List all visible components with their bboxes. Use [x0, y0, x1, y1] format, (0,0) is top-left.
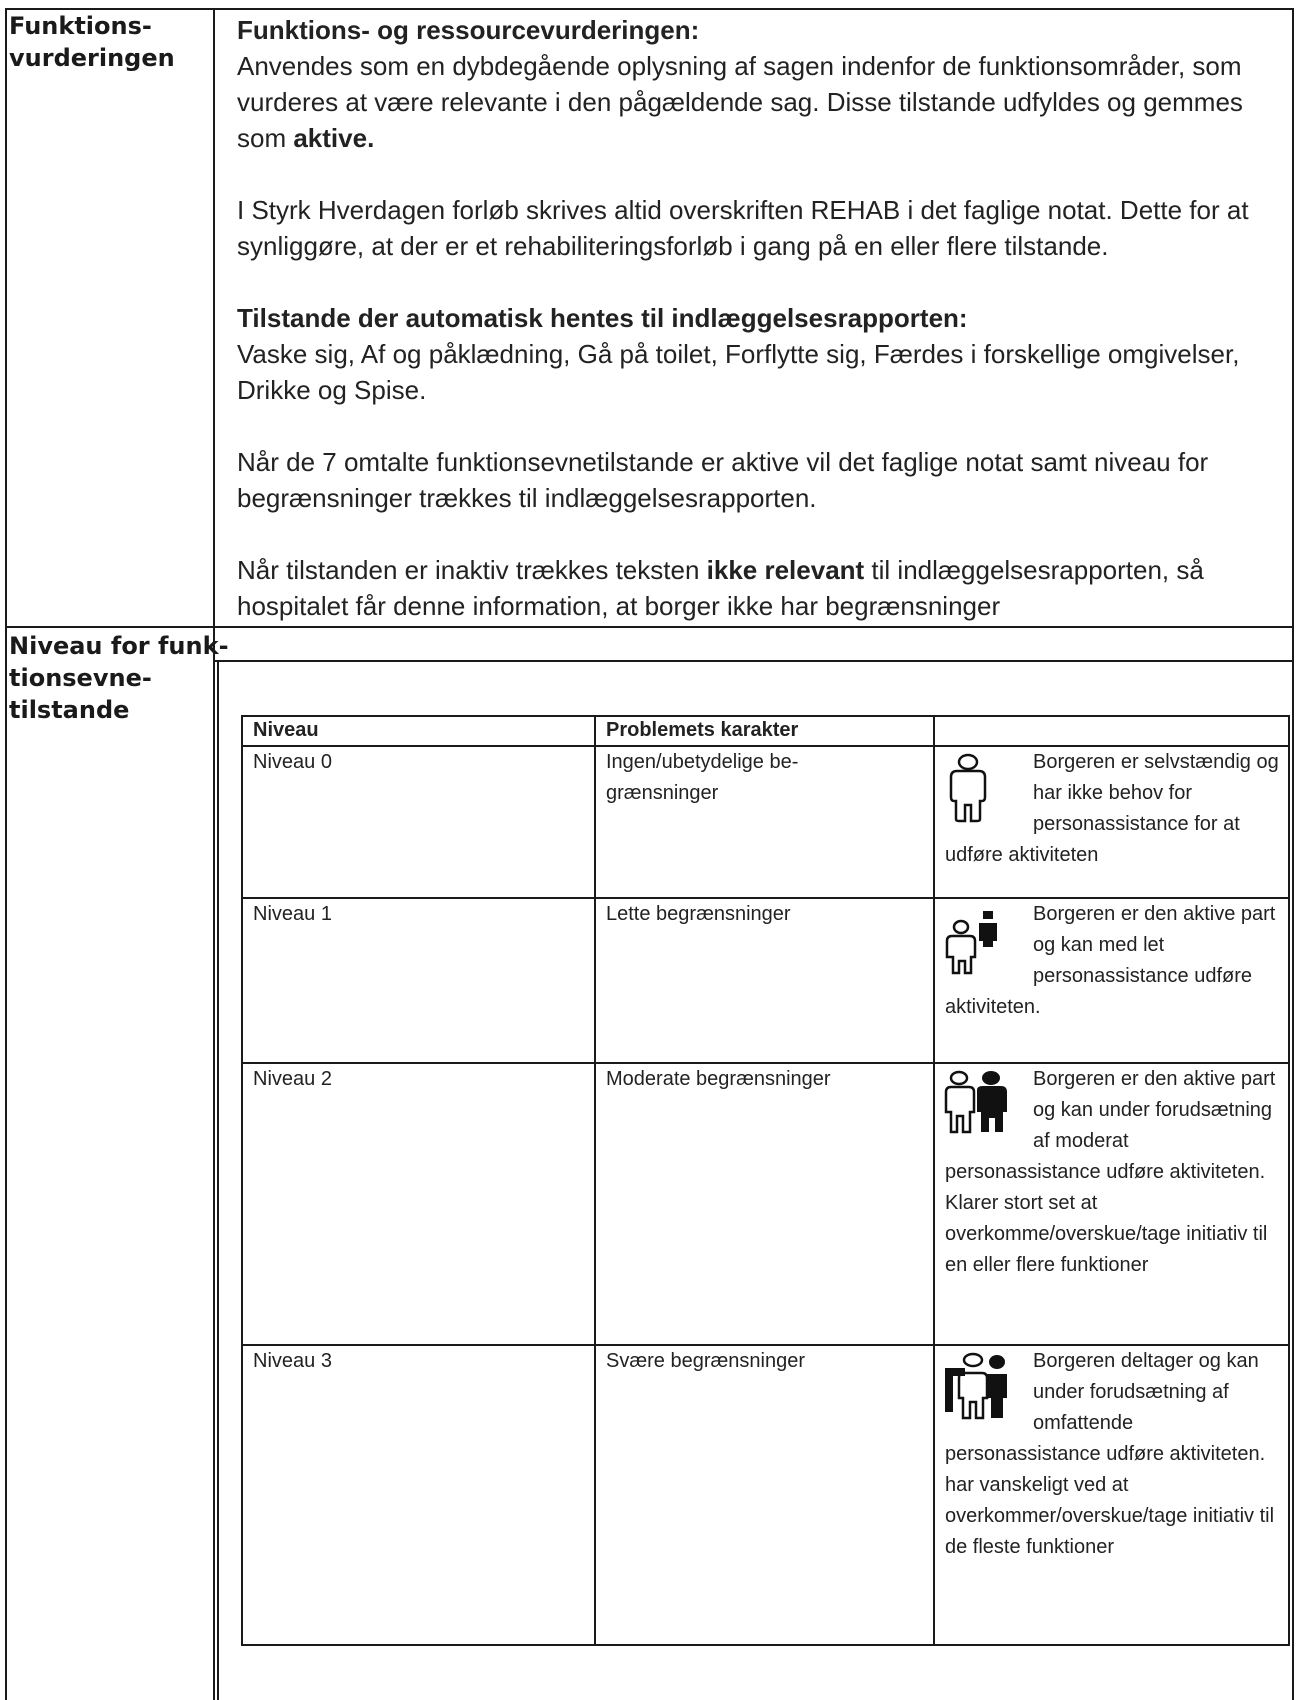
- description-text: Borgeren deltager og kan under forudsætning af omfattende personassistance udføre aktiviteten. har vanskeligt ved at overkommer/overskue/tage initiativ til de fleste funktioner: [945, 1350, 1275, 1558]
- description-cell: [934, 746, 1289, 898]
- frame-right-border: [1292, 10, 1294, 1700]
- level-cell: Niveau 1: [242, 898, 595, 1063]
- table-row: [242, 1345, 1289, 1645]
- section1-subheading: Tilstande der automatisk hentes til indlæggelsesrapporten:: [237, 303, 968, 333]
- section1-para4: Når de 7 omtalte funktionsevnetilstande er aktive vil det faglige notat samt niveau for begrænsninger trækkes til indlæggelsesrapporten.: [237, 447, 1209, 513]
- description-cell: [934, 1345, 1289, 1645]
- section1-para3: Vaske sig, Af og påklædning, Gå på toilet, Forflytte sig, Færdes i forskellige omgivelser, Drikke og Spise.: [237, 339, 1240, 405]
- character-cell: Ingen/ubetydelige be- grænsninger: [595, 746, 934, 898]
- character-cell: Svære begrænsninger: [595, 1345, 934, 1645]
- person-with-large-helper-icon: [943, 1352, 1025, 1424]
- para1-text: Anvendes som en dybdegående oplysning af sagen indenfor de funktionsområder, som vurderes at være relevante i den pågældende sag. Disse tilstande udfyldes og gemmes som: [237, 51, 1243, 153]
- section2-label-text: Niveau for funk- tionsevne- tilstande: [9, 632, 229, 724]
- section1-label: [9, 10, 175, 74]
- level-cell: Niveau 0: [242, 746, 595, 898]
- person-with-small-helper-icon: [943, 905, 1025, 977]
- character-cell: Lette begrænsninger: [595, 898, 934, 1063]
- column-divider-double: [217, 662, 219, 1700]
- section1-para1: [237, 48, 1287, 156]
- header-description: [934, 716, 1289, 746]
- section1-label-text: Funktions- vurderingen: [9, 12, 175, 72]
- levels-table: [241, 715, 1290, 1646]
- frame-left-border: [5, 10, 7, 1700]
- para5-text-end: til indlæggelsesrapporten, så hospitalet får denne information, at borger ikke har begrænsninger: [237, 555, 1204, 621]
- description-text: Borgeren er den aktive part og kan under forudsætning af moderat personassistance udføre aktiviteten. Klarer stort set at overkomme/overskue/tage initiativ til en eller flere funktioner: [945, 1068, 1276, 1276]
- section-divider: [5, 626, 1294, 628]
- description-cell: [934, 898, 1289, 1063]
- section1-para5: [237, 552, 1287, 624]
- character-cell: Moderate begrænsninger: [595, 1063, 934, 1345]
- table-row: [242, 898, 1289, 1063]
- one-person-outline-icon: [943, 753, 1025, 825]
- para5-text-start: Når tilstanden er inaktiv trækkes teksten: [237, 555, 707, 585]
- section1-content: [237, 12, 1287, 624]
- description-text: Borgeren er selvstændig og har ikke behov for personassistance for at udføre aktiviteten: [945, 751, 1279, 866]
- table-row: [242, 746, 1289, 898]
- section1-para2: I Styrk Hverdagen forløb skrives altid overskriften REHAB i det faglige notat. Dette for at synliggøre, at der er et rehabiliteringsforløb i gang på en eller flere tilstande.: [237, 195, 1249, 261]
- para1-bold: aktive.: [293, 123, 375, 153]
- level-cell: Niveau 3: [242, 1345, 595, 1645]
- para5-bold: ikke relevant: [706, 555, 865, 585]
- section2-top-rule: [215, 660, 1294, 662]
- person-with-helper-icon: [943, 1070, 1025, 1142]
- table-row: [242, 1063, 1289, 1345]
- section2-label: [9, 630, 229, 726]
- header-niveau: Niveau: [242, 716, 595, 746]
- description-text: Borgeren er den aktive part og kan med let personassistance udføre aktiviteten.: [945, 903, 1276, 1018]
- table-header-row: [242, 716, 1289, 746]
- column-divider: [213, 10, 215, 1700]
- header-problemets-karakter: Problemets karakter: [595, 716, 934, 746]
- description-cell: [934, 1063, 1289, 1345]
- section1-heading: Funktions- og ressourcevurderingen:: [237, 15, 700, 45]
- level-cell: Niveau 2: [242, 1063, 595, 1345]
